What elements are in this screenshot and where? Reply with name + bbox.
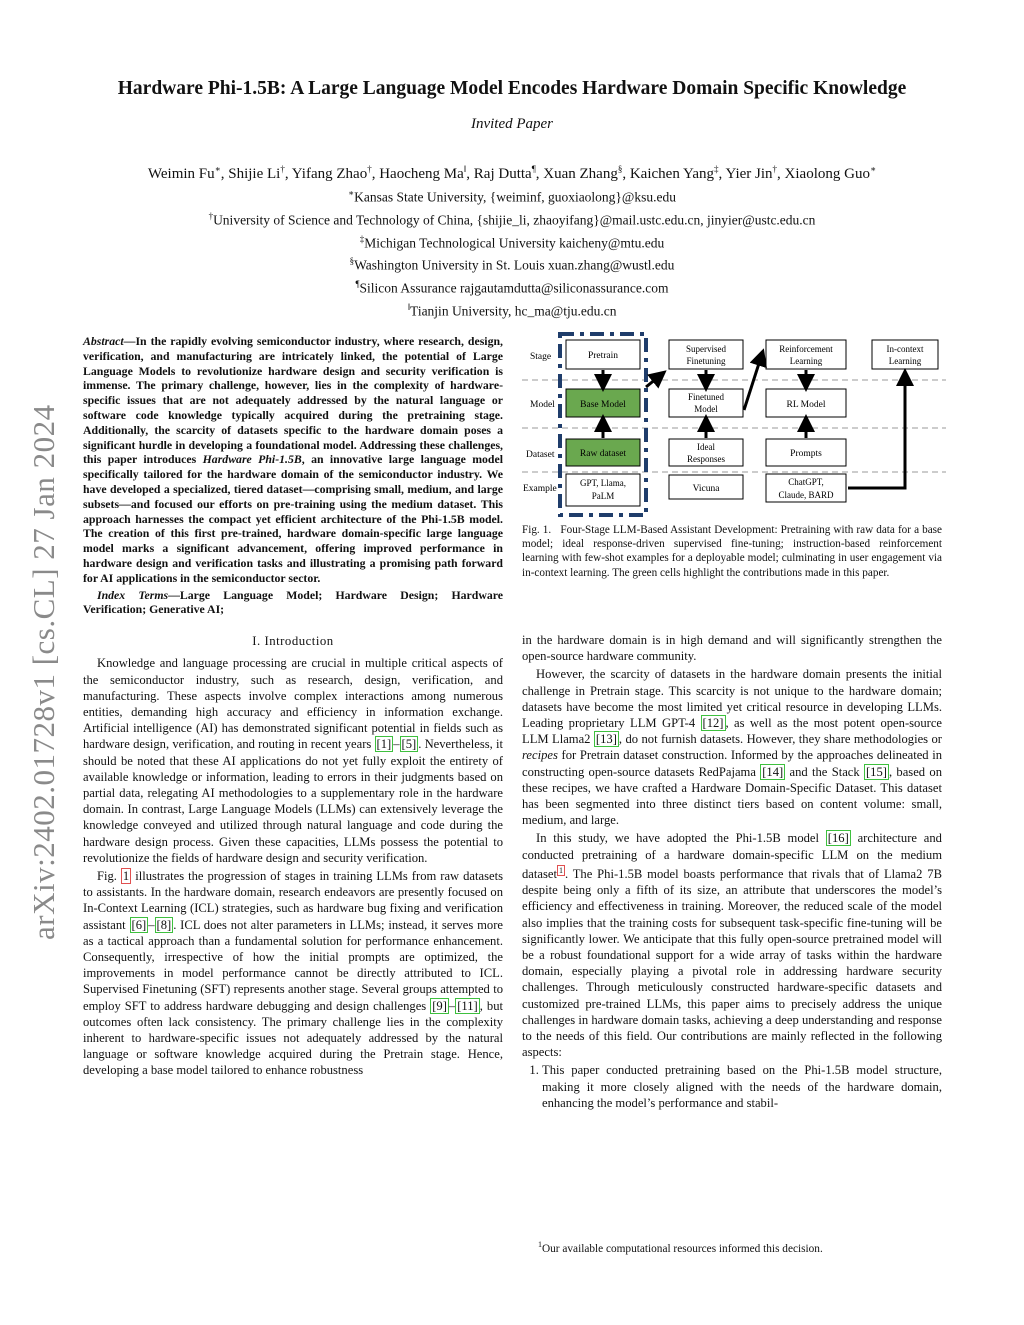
right-paragraph-2: In this study, we have adopted the Phi-1.5B model [16] architecture and conducted pretraining of a hardware domain-specific LLM on the medium dataset $^1$ . The Phi-1.5B model boasts performance that rivals that of Llama2 7B despite being only a fifth of its size, an attribute that underscores the model’s efficiency and effectiveness in training. Moreover, the reduced scale of the model also implies that the training costs for subsequent task-specific fine-tuning will be significantly lower. We anticipate that this fully open-source pretrained model will be a robust foundational support for a wide array of tasks within the hardware domain, especially playing a pivotal role in addressing hardware security challenges. Through meticulously constructed hardware-specific datasets and customized pre-trained LLMs, this paper aims to precisely address the unique challenges in hardware domain tasks, achieving a deep understanding and response to the needs of this field. Our contributions are mainly reflected in the following aspects: — [522, 831, 942, 1060]
dataset-ideal-line1: Ideal — [697, 442, 715, 452]
citation-link[interactable]: [15] — [865, 764, 887, 779]
author-mark: † — [772, 164, 778, 174]
model-finetuned-line2: Model — [694, 404, 718, 414]
citation-link[interactable]: [14] — [762, 764, 784, 779]
caption-text: Four-Stage LLM-Based Assistant Development: Pretraining with raw data for a base model; ideal response-driven supervised fine-tuning; instruction-based reinforcement learning with few-shot examples for a deployable model; culminating in user engagement via in-context learning. The green cells highlight the contributions made in this paper. — [522, 524, 942, 579]
abstract-lead: Abstract — [83, 334, 124, 348]
author-mark: † — [280, 164, 285, 174]
row-label-stage: Stage — [530, 352, 552, 362]
author-name: Weimin Fu — [147, 166, 215, 182]
right-column — [522, 632, 942, 1111]
caption-label: Fig. 1. — [522, 524, 552, 536]
citation-link[interactable]: [1] — [376, 737, 392, 752]
arxiv-identifier: arXiv:2402.01728v1 [cs.CL] 27 Jan 2024 — [26, 404, 61, 940]
model-rl: RL Model — [786, 400, 826, 410]
author-name: Xiaolong Guo — [784, 166, 870, 182]
author-name: Haocheng Ma — [379, 166, 464, 182]
section-heading: I. Introduction — [252, 634, 334, 649]
model-name: Hardware Phi-1.5B — [202, 452, 302, 467]
author-mark: ∗ — [214, 164, 221, 174]
index-terms-text: —Large Language Model; Hardware Design; Hardware Verification; Generative AI; — [83, 587, 503, 617]
affiliation-line: §Washington University in St. Louis xuan.zhang@wustl.edu — [349, 256, 675, 273]
citation-link[interactable]: [11] — [457, 998, 478, 1013]
affiliation-line: ∗Kansas State University, {weiminf, guoxiaolong}@ksu.edu — [348, 188, 676, 205]
row-label-dataset: Dataset — [526, 450, 555, 460]
stage-rl-line1: Reinforcement — [779, 344, 833, 354]
author-mark: † — [367, 164, 372, 174]
author-mark: ‡ — [714, 164, 719, 174]
index-terms-lead: Index Terms — [97, 587, 169, 602]
abstract-text-1: —In the rapidly evolving semiconductor industry, where research, design, verification, and manufacturing are intricately linked, the potential of Large Language Models to revolutionize hardware design and security verification is immense. The primary challenge, however, lies in the complexity of hardware-specific issues that are not adequately addressed by the natural language or software code knowledge typically acquired during the pretraining stage. Additionally, the scarcity of datasets specific to the hardware domain poses a significant hurdle in developing a foundational model. Addressing these challenges, this paper introduces — [83, 334, 503, 467]
figure-1-diagram — [522, 332, 946, 517]
model-finetuned-line1: Finetuned — [688, 392, 724, 402]
dataset-ideal-line2: Responses — [687, 454, 725, 464]
footnote-mark: 1 — [538, 1240, 542, 1249]
example-chatgpt-line2: Claude, BARD — [778, 490, 834, 500]
citation-link[interactable]: [16] — [827, 831, 849, 846]
model-base: Base Model — [580, 400, 626, 410]
author-name: Xuan Zhang — [543, 166, 618, 182]
abstract — [83, 334, 503, 586]
stage-icl-line1: In-context — [886, 344, 924, 354]
stage-rl-line2: Learning — [789, 356, 823, 366]
stage-sft-line1: Supervised — [686, 344, 726, 354]
index-terms — [83, 588, 503, 618]
stage-icl-line2: Learning — [888, 356, 922, 366]
affiliation-line: ¶Silicon Assurance rajgautamdutta@siliconassurance.com — [355, 279, 669, 296]
dataset-prompts: Prompts — [790, 449, 822, 459]
author-mark: ‖ — [463, 164, 467, 174]
author-mark: ∗ — [869, 164, 877, 174]
affiliation-line: †University of Science and Technology of China, {shijie_li, zhaoyifang}@mail.ustc.edu.cn, jinyier@ustc.edu.cn — [208, 210, 816, 228]
row-label-example: Example — [523, 484, 557, 494]
author-name: Yifang Zhao — [291, 166, 368, 182]
author-name: Raj Dutta — [473, 166, 532, 182]
figure-1-caption — [522, 523, 942, 580]
footnote — [538, 1240, 823, 1255]
citation-link[interactable]: [5] — [401, 737, 417, 752]
left-column — [83, 334, 503, 1081]
row-label-model: Model — [530, 400, 555, 410]
figure-link[interactable]: 1 — [122, 868, 130, 883]
right-paragraph-1: However, the scarcity of datasets in the hardware domain presents the initial challenge in Pretrain stage. This scarcity is not unique to the hardware domain; datasets have become the most limited yet critical resource in developing LLMs. Leading proprietary LLM GPT-4 [12] , as well as the most potent open-source LLM Llama2 [13] , do not furnish datasets. However, they share methodologies or recipes for Pretrain dataset construction. Informed by the approaches delineated in constructing open-source datasets RedPajama [14] and the Stack [15] , based on these recipes, we have crafted a Hardware Domain-Specific Dataset. This dataset has been segmented into three distinct tiers based on content volume: small, medium, and large. — [522, 667, 942, 828]
example-vicuna: Vicuna — [692, 484, 720, 494]
contribution-list — [522, 1062, 942, 1111]
citation-link[interactable]: [9] — [432, 998, 447, 1013]
citation-link[interactable]: [12] — [702, 716, 724, 731]
list-item: 1. This paper conducted pretraining based on the Phi-1.5B model structure, making it more closely aligned with the needs of the hardware domain, enhancing the model’s performance and stabil- — [542, 1062, 942, 1111]
citation-link[interactable]: [8] — [156, 917, 172, 932]
author-name: Yier Jin — [725, 166, 773, 182]
author-mark: § — [617, 164, 623, 174]
paper-subtitle: Invited Paper — [470, 116, 554, 132]
citation-link[interactable]: [13] — [595, 732, 617, 747]
author-name: Kaichen Yang — [629, 166, 714, 182]
citation-link[interactable]: [6] — [131, 917, 147, 932]
affiliation-list — [0, 184, 1024, 321]
paper-title: Hardware Phi-1.5B: A Large Language Model Encodes Hardware Domain Specific Knowledge — [117, 78, 907, 99]
example-gpt-line1: GPT, Llama, — [579, 478, 627, 488]
stage-sft-line2: Finetuning — [686, 356, 726, 366]
affiliation-line: ‖Tianjin University, hc_ma@tju.edu.cn — [407, 301, 617, 319]
intro-paragraph-1: Knowledge and language processing are crucial in multiple critical aspects of the semiconductor industry, such as research, design, verification, and manufacturing. These aspects involve complex interactions among numerous entities, demanding high accuracy and efficiency in information exchange. Artificial intelligence (AI) has demonstrated significant potential in fields such as hardware design, verification, and routing in recent years [1] – [5] . Nevertheless, it should be noted that these AI applications do not yet fully exploit the entirety of available knowledge or information, leading to errors in their judgments based on partial data, relegating AI methodologies to a supplementary role in the hardware domain. In contrast, Large Language Models (LLMs) can extensively leverage the knowledge conveyed and utilized through natural language and code during the hardware design process. Given these capacities, LLMs possess the potential to revolutionize the fields of hardware design and security verification. — [83, 656, 503, 865]
abstract-text-2: , an innovative large language model specifically tailored for the hardware domain of the semiconductor industry. We have developed a specialized, tiered dataset—comprising small, medium, and large subsets—and focused our efforts on pre-training using the medium dataset. This approach harnesses the compact yet efficient architecture of the Phi-1.5B model. The creation of this first pre-trained, hardware domain-specific large language model marks a significant advancement, offering improved performance in hardware design and verification tasks and illustrating a promising path forward for AI applications in the semiconductor sector. — [83, 452, 504, 585]
author-name: Shijie Li — [228, 166, 281, 182]
stage-pretrain: Pretrain — [587, 351, 619, 361]
footnote-link[interactable]: 1 — [558, 865, 563, 875]
right-paragraph-0: in the hardware domain is in high demand and will significantly strengthen the open-source hardware community. — [522, 633, 942, 664]
affiliation-line: ‡Michigan Technological University kaicheny@mtu.edu — [359, 233, 665, 251]
example-gpt-line2: PaLM — [591, 491, 615, 501]
author-list: Weimin Fu∗, Shijie Li†, Yifang Zhao†, Haocheng Ma‖, Raj Dutta¶, Xuan Zhang§, Kaichen Yang‡, Yier Jin†, Xiaolong Guo∗ — [147, 164, 877, 182]
footnote-text: Our available computational resources informed this decision. — [542, 1242, 823, 1255]
example-chatgpt-line1: ChatGPT, — [788, 477, 824, 487]
intro-paragraph-2: Fig. 1 illustrates the progression of stages in training LLMs from raw datasets to assistants. In the hardware domain, research endeavors are presently focused on In-Context Learning (ICL) strategies, such as hardware bug fixing and verification assistant [6] – [8] . ICL does not alter parameters in LLMs; instead, it serves more as a tactical approach than a fundamental solution for performance enhancement. Consequently, irrespective of how the initial prompts are optimized, the improvements in model performance cannot be directly attributed to ICL. Supervised Finetuning (SFT) represents another stage. Several groups attempted to employ SFT to address hardware debugging and design challenges [9] – [11] , but outcomes often lack consistency. The primary challenge lies in the complexity inherent to hardware-specific issues not adequately addressed by the natural language or software knowledge acquired during the Pretrain stage. Hence, developing a base model tailored to enhance robustness — [83, 868, 503, 1078]
author-mark: ¶ — [531, 164, 536, 174]
dataset-raw: Raw dataset — [579, 449, 627, 459]
